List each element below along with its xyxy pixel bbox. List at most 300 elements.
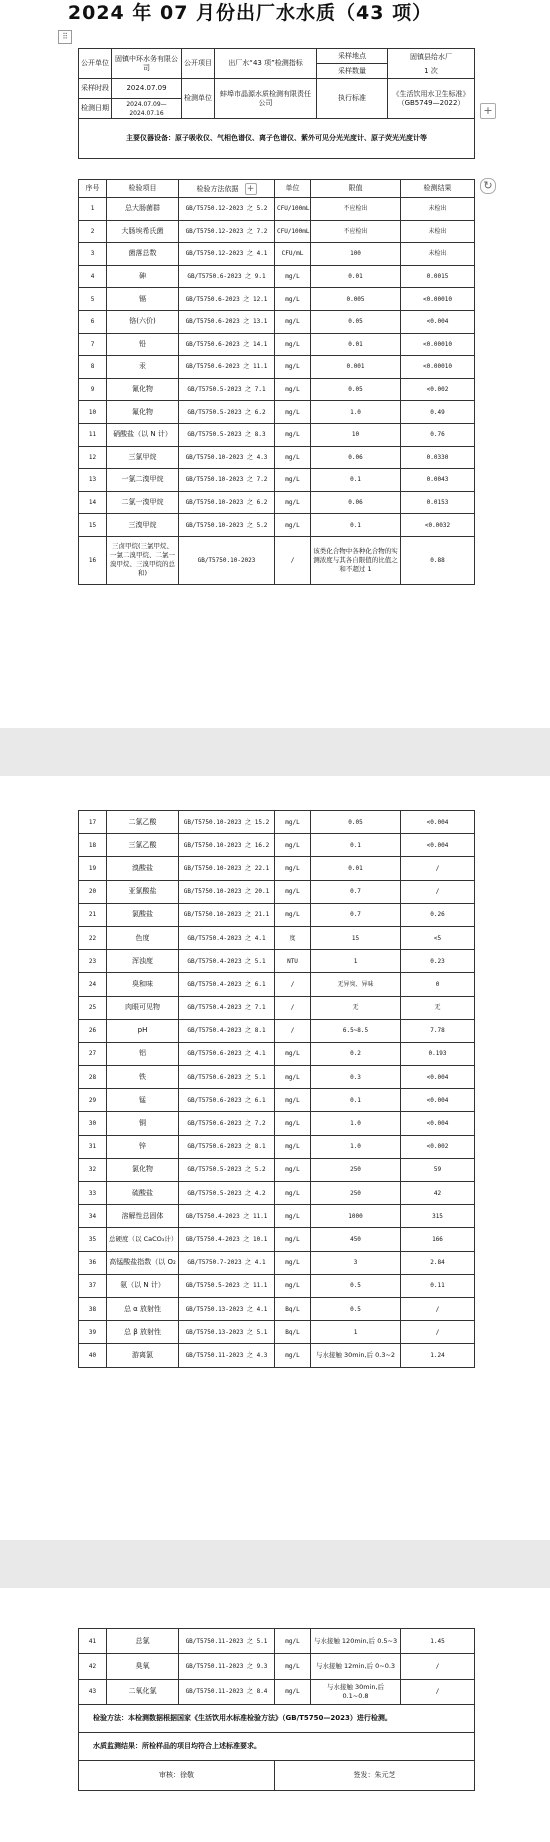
row-limit: 与水接触 30min,后 0.3~2	[311, 1344, 401, 1367]
row-result: 0.0153	[401, 491, 475, 514]
row-no: 40	[79, 1344, 107, 1367]
row-limit: 与水接触 120min,后 0.5~3	[311, 1629, 401, 1654]
row-no: 36	[79, 1251, 107, 1274]
row-limit: 0.01	[311, 857, 401, 880]
row-result: 42	[401, 1182, 475, 1205]
row-method: GB/T5750.13-2023 之 4.1	[179, 1297, 275, 1320]
row-unit: mg/L	[275, 333, 311, 356]
table-row	[79, 288, 475, 311]
row-method: GB/T5750.10-2023 之 6.2	[179, 491, 275, 514]
row-result: /	[401, 880, 475, 903]
row-item: 二氯一溴甲烷	[107, 491, 179, 514]
row-method: GB/T5750.5-2023 之 6.2	[179, 401, 275, 424]
row-no: 38	[79, 1297, 107, 1320]
row-item: 肉眼可见物	[107, 996, 179, 1019]
row-unit: mg/L	[275, 1042, 311, 1065]
row-item: 镉	[107, 288, 179, 311]
row-item: 三氯乙酸	[107, 834, 179, 857]
table-row	[79, 1112, 475, 1135]
row-limit: 0.2	[311, 1042, 401, 1065]
row-result: 0.0043	[401, 469, 475, 492]
row-item: 铜	[107, 1112, 179, 1135]
row-item: 臭氧	[107, 1654, 179, 1679]
row-item: 氯酸盐	[107, 903, 179, 926]
table-row	[79, 198, 475, 221]
row-result: <0.004	[401, 834, 475, 857]
row-unit: mg/L	[275, 469, 311, 492]
row-no: 5	[79, 288, 107, 311]
row-item: pH	[107, 1019, 179, 1042]
reviewer: 审核：徐敬	[79, 1761, 275, 1791]
row-method: GB/T5750.5-2023 之 4.2	[179, 1182, 275, 1205]
row-method: GB/T5750.6-2023 之 4.1	[179, 1042, 275, 1065]
table-row	[79, 1321, 475, 1344]
row-unit: mg/L	[275, 288, 311, 311]
row-limit: 与水接触 12min,后 0~0.3	[311, 1654, 401, 1679]
row-unit: mg/L	[275, 401, 311, 424]
row-limit: 1.0	[311, 1112, 401, 1135]
row-item: 色度	[107, 926, 179, 949]
row-item: 溶解性总固体	[107, 1205, 179, 1228]
table-row	[79, 220, 475, 243]
row-limit: 不应检出	[311, 198, 401, 221]
row-no: 24	[79, 973, 107, 996]
row-unit: 度	[275, 926, 311, 949]
row-no: 27	[79, 1042, 107, 1065]
row-unit: CFU/100mL	[275, 198, 311, 221]
row-result: /	[401, 1297, 475, 1320]
row-unit: mg/L	[275, 1066, 311, 1089]
table-row	[79, 401, 475, 424]
row-no: 43	[79, 1679, 107, 1704]
table-row	[79, 1629, 475, 1654]
row-no: 11	[79, 423, 107, 446]
row-limit: 1000	[311, 1205, 401, 1228]
row-item: 氰化物	[107, 378, 179, 401]
row-item: 铝	[107, 1042, 179, 1065]
table-row	[79, 423, 475, 446]
row-result: 0	[401, 973, 475, 996]
row-limit: 100	[311, 243, 401, 266]
table-row	[79, 834, 475, 857]
row-limit: 0.1	[311, 514, 401, 537]
row-item: 铬(六价)	[107, 310, 179, 333]
row-item: 二氯乙酸	[107, 811, 179, 834]
table-row	[79, 1274, 475, 1297]
row-limit: 与水接触 30min,后 0.1~0.8	[311, 1679, 401, 1704]
table-row	[79, 243, 475, 266]
row-no: 14	[79, 491, 107, 514]
row-no: 20	[79, 880, 107, 903]
table-row	[79, 356, 475, 379]
table-row	[79, 1205, 475, 1228]
row-item: 一氯二溴甲烷	[107, 469, 179, 492]
add-column-icon[interactable]: +	[245, 183, 257, 195]
row-unit: mg/L	[275, 1344, 311, 1367]
row-item: 锌	[107, 1135, 179, 1158]
sample-site-label: 采样地点	[317, 49, 387, 64]
row-no: 31	[79, 1135, 107, 1158]
row-method: GB/T5750.10-2023 之 7.2	[179, 469, 275, 492]
row-method: GB/T5750.6-2023 之 6.1	[179, 1089, 275, 1112]
row-unit: mg/L	[275, 446, 311, 469]
row-item: 三氯甲烷	[107, 446, 179, 469]
row-limit: 0.06	[311, 446, 401, 469]
row-method: GB/T5750.4-2023 之 10.1	[179, 1228, 275, 1251]
row-limit: 0.001	[311, 356, 401, 379]
row-result: 2.84	[401, 1251, 475, 1274]
table-row	[79, 926, 475, 949]
signer: 签发：朱元芝	[275, 1761, 475, 1791]
row-no: 26	[79, 1019, 107, 1042]
row-method: GB/T5750.4-2023 之 4.1	[179, 926, 275, 949]
row-result: 315	[401, 1205, 475, 1228]
row-method: GB/T5750.10-2023 之 15.2	[179, 811, 275, 834]
row-no: 25	[79, 996, 107, 1019]
row-method: GB/T5750.5-2023 之 5.2	[179, 1158, 275, 1181]
row-unit: NTU	[275, 950, 311, 973]
row-result: 0.76	[401, 423, 475, 446]
row-limit: 0.1	[311, 469, 401, 492]
row-item: 游离氯	[107, 1344, 179, 1367]
table-move-handle-icon[interactable]: ⠿	[58, 30, 72, 44]
project-label: 公开项目	[182, 49, 215, 79]
row-method: GB/T5750.6-2023 之 13.1	[179, 310, 275, 333]
row-no: 35	[79, 1228, 107, 1251]
row-item: 溴酸盐	[107, 857, 179, 880]
row-item: 锰	[107, 1089, 179, 1112]
row-unit: mg/L	[275, 1205, 311, 1228]
sample-site-value: 固镇县给水厂	[410, 52, 453, 61]
row-method: GB/T5750.5-2023 之 8.3	[179, 423, 275, 446]
page-gap	[0, 1540, 550, 1588]
row-method: GB/T5750.6-2023 之 11.1	[179, 356, 275, 379]
row-no: 7	[79, 333, 107, 356]
row-result: <5	[401, 926, 475, 949]
row-limit: 0.05	[311, 378, 401, 401]
table-row	[79, 1158, 475, 1181]
row-unit: mg/L	[275, 834, 311, 857]
row-unit: CFU/100mL	[275, 220, 311, 243]
row-limit: 15	[311, 926, 401, 949]
row-result: <0.004	[401, 1066, 475, 1089]
row-result: <0.00010	[401, 288, 475, 311]
row-item: 硝酸盐（以 N 计）	[107, 423, 179, 446]
row-unit: /	[275, 1019, 311, 1042]
row-unit: mg/L	[275, 1654, 311, 1679]
row-unit: mg/L	[275, 1228, 311, 1251]
row-no: 4	[79, 265, 107, 288]
row-no: 15	[79, 514, 107, 537]
table-row	[79, 536, 475, 584]
row-unit: mg/L	[275, 356, 311, 379]
row-result: 0.0015	[401, 265, 475, 288]
row-item: 亚氯酸盐	[107, 880, 179, 903]
row-method: GB/T5750.13-2023 之 5.1	[179, 1321, 275, 1344]
row-unit: mg/L	[275, 811, 311, 834]
row-method: GB/T5750.4-2023 之 5.1	[179, 950, 275, 973]
row-limit: 1.0	[311, 1135, 401, 1158]
test-unit-value: 蚌埠市晶源水质检测有限责任公司	[215, 79, 317, 119]
row-limit: 6.5~8.5	[311, 1019, 401, 1042]
row-no: 41	[79, 1629, 107, 1654]
table-row	[79, 1089, 475, 1112]
row-method: GB/T5750.4-2023 之 7.1	[179, 996, 275, 1019]
row-method: GB/T5750.4-2023 之 8.1	[179, 1019, 275, 1042]
row-result: /	[401, 1654, 475, 1679]
row-result: 未检出	[401, 198, 475, 221]
row-item: 铅	[107, 333, 179, 356]
row-method: GB/T5750.11-2023 之 9.3	[179, 1654, 275, 1679]
table-row	[79, 811, 475, 834]
row-limit: 0.01	[311, 265, 401, 288]
row-result: 1.45	[401, 1629, 475, 1654]
row-result: 0.23	[401, 950, 475, 973]
table-row	[79, 1182, 475, 1205]
row-unit: mg/L	[275, 1158, 311, 1181]
row-item: 三卤甲烷(三氯甲烷、一氯二溴甲烷、二氯一溴甲烷、三溴甲烷的总和)	[107, 536, 179, 584]
table-row	[79, 950, 475, 973]
test-date-value: 2024.07.09—2024.07.16	[112, 99, 182, 119]
row-item: 总 α 放射性	[107, 1297, 179, 1320]
row-method: GB/T5750.6-2023 之 5.1	[179, 1066, 275, 1089]
table-row	[79, 996, 475, 1019]
rotate-icon[interactable]: ↻	[480, 178, 496, 194]
row-item: 砷	[107, 265, 179, 288]
table-row	[79, 514, 475, 537]
row-unit: mg/L	[275, 1135, 311, 1158]
row-item: 浑浊度	[107, 950, 179, 973]
row-unit: mg/L	[275, 1089, 311, 1112]
row-item: 高锰酸盐指数（以 O₂	[107, 1251, 179, 1274]
row-unit: mg/L	[275, 903, 311, 926]
row-limit: 250	[311, 1182, 401, 1205]
row-item: 汞	[107, 356, 179, 379]
equipment-text: 主要仪器设备：原子吸收仪、气相色谱仪、离子色谱仪、紫外可见分光光度计、原子荧光光度计等	[79, 119, 475, 159]
table-row	[79, 1042, 475, 1065]
row-no: 32	[79, 1158, 107, 1181]
row-item: 铁	[107, 1066, 179, 1089]
row-result: 未检出	[401, 220, 475, 243]
table-row	[79, 265, 475, 288]
conclusion-note: 水质监测结果：所检样品的项目均符合上述标准要求。	[79, 1733, 475, 1761]
project-value: 出厂水“43 项”检测指标	[215, 49, 317, 79]
results-table-page2	[78, 810, 475, 1368]
row-unit: mg/L	[275, 1274, 311, 1297]
table-row	[79, 310, 475, 333]
row-unit: mg/L	[275, 880, 311, 903]
table-row	[79, 857, 475, 880]
row-item: 氯化物	[107, 1158, 179, 1181]
sample-count-value: 1 次	[424, 66, 438, 75]
standard-value: 《生活饮用水卫生标准》（GB5749—2022）	[388, 79, 475, 119]
row-no: 3	[79, 243, 107, 266]
info-table	[78, 48, 475, 159]
table-row	[79, 880, 475, 903]
page-gap	[0, 728, 550, 776]
row-item: 总大肠菌群	[107, 198, 179, 221]
row-limit: 无	[311, 996, 401, 1019]
row-limit: 250	[311, 1158, 401, 1181]
row-no: 33	[79, 1182, 107, 1205]
row-limit: 0.3	[311, 1066, 401, 1089]
table-row	[79, 446, 475, 469]
row-limit: 0.7	[311, 880, 401, 903]
row-unit: mg/L	[275, 491, 311, 514]
row-limit: 450	[311, 1228, 401, 1251]
row-method: GB/T5750.11-2023 之 8.4	[179, 1679, 275, 1704]
row-method: GB/T5750.11-2023 之 4.3	[179, 1344, 275, 1367]
header-item: 检验项目	[107, 180, 179, 198]
row-limit: 0.05	[311, 811, 401, 834]
row-no: 21	[79, 903, 107, 926]
row-result: 0.0330	[401, 446, 475, 469]
row-unit: mg/L	[275, 857, 311, 880]
row-no: 39	[79, 1321, 107, 1344]
row-unit: mg/L	[275, 1112, 311, 1135]
row-unit: mg/L	[275, 310, 311, 333]
row-unit: /	[275, 973, 311, 996]
row-result: 1.24	[401, 1344, 475, 1367]
page-title: 2024 年 07 月份出厂水水质（43 项）	[67, 2, 433, 24]
row-method: GB/T5750.4-2023 之 11.1	[179, 1205, 275, 1228]
test-unit-label: 检测单位	[182, 79, 215, 119]
row-limit: 无异臭、异味	[311, 973, 401, 996]
row-result: <0.0032	[401, 514, 475, 537]
row-no: 34	[79, 1205, 107, 1228]
row-no: 29	[79, 1089, 107, 1112]
row-method: GB/T5750.10-2023 之 16.2	[179, 834, 275, 857]
row-item: 硫酸盐	[107, 1182, 179, 1205]
row-no: 2	[79, 220, 107, 243]
row-method: GB/T5750.12-2023 之 7.2	[179, 220, 275, 243]
header-result: 检测结果	[401, 180, 475, 198]
row-unit: CFU/mL	[275, 243, 311, 266]
row-unit: /	[275, 536, 311, 584]
add-row-icon[interactable]: +	[480, 103, 496, 119]
row-result: <0.00010	[401, 356, 475, 379]
row-result: 7.78	[401, 1019, 475, 1042]
row-result: 166	[401, 1228, 475, 1251]
row-no: 1	[79, 198, 107, 221]
row-limit: 该类化合物中各种化合物的实测浓度与其各自限值的比值之和不超过 1	[311, 536, 401, 584]
row-method: GB/T5750.10-2023 之 20.1	[179, 880, 275, 903]
row-result: /	[401, 1679, 475, 1704]
row-item: 总硬度（以 CaCO₃计）	[107, 1228, 179, 1251]
table-row	[79, 1297, 475, 1320]
unit-label: 公开单位	[79, 49, 112, 79]
sample-count-label: 采样数量	[338, 67, 367, 75]
row-result: <0.004	[401, 811, 475, 834]
row-limit: 1	[311, 1321, 401, 1344]
row-limit: 0.5	[311, 1274, 401, 1297]
table-row	[79, 378, 475, 401]
row-result: 0.26	[401, 903, 475, 926]
row-no: 6	[79, 310, 107, 333]
row-limit: 0.06	[311, 491, 401, 514]
row-item: 氨（以 N 计）	[107, 1274, 179, 1297]
row-unit: Bq/L	[275, 1321, 311, 1344]
table-row	[79, 1654, 475, 1679]
table-row	[79, 903, 475, 926]
row-result: <0.00010	[401, 333, 475, 356]
row-item: 三溴甲烷	[107, 514, 179, 537]
row-method: GB/T5750.10-2023 之 22.1	[179, 857, 275, 880]
table-row	[79, 1228, 475, 1251]
unit-value: 固镇中环水务有限公司	[112, 49, 182, 79]
table-row	[79, 1679, 475, 1704]
row-result: 0.193	[401, 1042, 475, 1065]
row-result: /	[401, 1321, 475, 1344]
row-no: 23	[79, 950, 107, 973]
table-row	[79, 333, 475, 356]
header-unit: 单位	[275, 180, 311, 198]
row-limit: 0.7	[311, 903, 401, 926]
row-method: GB/T5750.12-2023 之 4.1	[179, 243, 275, 266]
row-no: 28	[79, 1066, 107, 1089]
row-method: GB/T5750.12-2023 之 5.2	[179, 198, 275, 221]
row-no: 16	[79, 536, 107, 584]
row-result: 未检出	[401, 243, 475, 266]
row-item: 总 β 放射性	[107, 1321, 179, 1344]
row-limit: 不应检出	[311, 220, 401, 243]
row-no: 22	[79, 926, 107, 949]
row-result: <0.004	[401, 1089, 475, 1112]
row-item: 菌落总数	[107, 243, 179, 266]
row-method: GB/T5750.6-2023 之 14.1	[179, 333, 275, 356]
row-no: 19	[79, 857, 107, 880]
row-limit: 0.05	[311, 310, 401, 333]
row-no: 37	[79, 1274, 107, 1297]
table-row	[79, 491, 475, 514]
row-method: GB/T5750.10-2023 之 5.2	[179, 514, 275, 537]
row-no: 8	[79, 356, 107, 379]
row-item: 臭和味	[107, 973, 179, 996]
row-method: GB/T5750.6-2023 之 9.1	[179, 265, 275, 288]
row-result: 无	[401, 996, 475, 1019]
row-unit: mg/L	[275, 1251, 311, 1274]
row-unit: mg/L	[275, 1629, 311, 1654]
table-header-row	[79, 180, 475, 198]
row-method: GB/T5750.6-2023 之 7.2	[179, 1112, 275, 1135]
header-method: 检验方法依据	[196, 184, 239, 193]
row-method: GB/T5750.7-2023 之 4.1	[179, 1251, 275, 1274]
table-row	[79, 1019, 475, 1042]
row-item: 总氯	[107, 1629, 179, 1654]
sample-time-label: 采样时段	[79, 79, 112, 99]
row-result: <0.004	[401, 1112, 475, 1135]
sample-time-value: 2024.07.09	[112, 79, 182, 99]
row-limit: 0.1	[311, 834, 401, 857]
table-row	[79, 1066, 475, 1089]
row-limit: 1	[311, 950, 401, 973]
row-no: 17	[79, 811, 107, 834]
row-result: /	[401, 857, 475, 880]
row-method: GB/T5750.5-2023 之 11.1	[179, 1274, 275, 1297]
header-no: 序号	[79, 180, 107, 198]
row-result: <0.004	[401, 310, 475, 333]
row-limit: 1.0	[311, 401, 401, 424]
row-no: 30	[79, 1112, 107, 1135]
row-method: GB/T5750.10-2023 之 4.3	[179, 446, 275, 469]
row-unit: mg/L	[275, 423, 311, 446]
row-unit: mg/L	[275, 378, 311, 401]
test-date-label: 检测日期	[79, 99, 112, 119]
row-item: 氟化物	[107, 401, 179, 424]
row-no: 42	[79, 1654, 107, 1679]
row-unit: mg/L	[275, 265, 311, 288]
results-table-page1	[78, 179, 475, 585]
